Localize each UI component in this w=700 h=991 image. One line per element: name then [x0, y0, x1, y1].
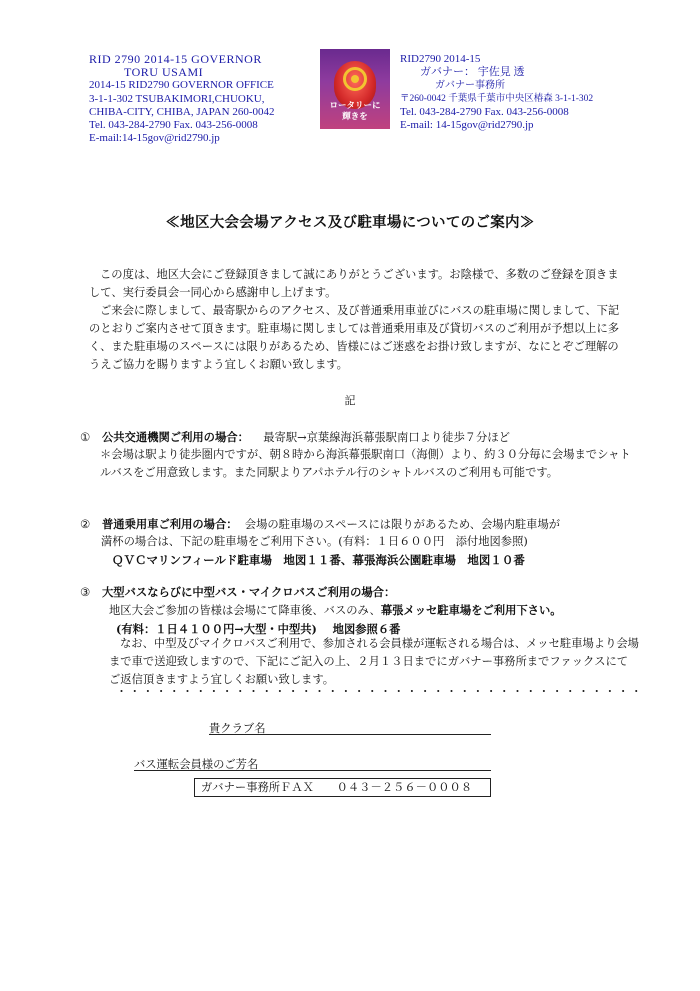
item-bus-map-ref: 地図参照６番 [332, 622, 401, 636]
district-line: RID2790 2014-15 [400, 53, 481, 65]
item-number: ① [80, 431, 91, 444]
phone-fax-jp: Tel. 043-284-2790 Fax. 043-256-0008 [400, 105, 569, 118]
fax-number-box: ガバナー事務所ＦＡＸ ０４３－２５６－０００８ [194, 778, 491, 797]
rotary-wheel-icon [343, 67, 367, 91]
address-line-1: 3-1-1-302 TSUBAKIMORI,CHUOKU, [89, 92, 265, 105]
page-title: ≪地区大会会場アクセス及び駐車場についてのご案内≫ [165, 214, 535, 231]
item-bus [80, 583, 640, 602]
item-public-transport-note: ＊会場は駅より徒歩圏内ですが、朝８時から海浜幕張駅南口（海側）より、約３０分毎に会場までシャトルバスをご用意致します。また同駅よりアパホテル行のシャトルバスのご利用も可能です。 [100, 448, 631, 479]
address-line-2: CHIBA-CITY, CHIBA, JAPAN 260-0042 [89, 105, 275, 118]
governor-name: TORU USAMI [124, 65, 204, 80]
item-bus-parking: 幕張メッセ駐車場をご利用下さい。 [380, 603, 562, 617]
governor-name-jp: ガバナー： 宇佐見 透 [420, 66, 525, 79]
email-line: E-mail:14-15gov@rid2790.jp [89, 132, 220, 145]
logo-text-2: 輝きを [342, 112, 368, 122]
item-number: ③ [80, 586, 91, 599]
ki-heading: 記 [344, 394, 356, 407]
dotted-separator: ・・・・・・・・・・・・・・・・・・・・・・・・・・・・・・・・・・・・・・・・ [116, 685, 644, 698]
item-bus-line-2 [109, 601, 562, 620]
rotary-logo [320, 49, 390, 129]
header-right [400, 53, 593, 132]
item-text: 最寄駅→京葉線海浜幕張駅南口より徒歩７分ほど [263, 431, 510, 444]
item-number: ② [80, 518, 91, 531]
address-jp: 〒260-0042 千葉県千葉市中央区椿森 3-1-1-302 [400, 93, 594, 104]
intro-paragraph-1: この度は、地区大会にご登録頂きまして誠にありがとうございます。お陰様で、多数のご登録を頂きまして、実行委員会一同心から感謝申し上げます。 [89, 268, 619, 299]
club-name-field[interactable] [209, 734, 491, 735]
email-jp: E-mail: 14-15gov@rid2790.jp [400, 119, 534, 132]
item-car-parking-lots: ＱＶＣマリンフィールド駐車場 地図１１番、幕張海浜公園駐車場 地図１０番 [112, 553, 525, 567]
club-name-label: 貴クラブ名 [209, 722, 266, 735]
office-jp: ガバナー事務所 [435, 80, 505, 92]
header-left [89, 53, 275, 145]
item-public-transport [80, 428, 640, 447]
item-heading: 公共交通機関ご利用の場合： [102, 430, 249, 444]
item-text: 会場の駐車場のスペースには限りがあるため、会場内駐車場が [244, 518, 561, 531]
item-bus-fee-text: (有料：１日４１００円→大型・中型共) [116, 622, 317, 636]
item-bus-note: なお、中型及びマイクロバスご利用で、参加される会員様が運転される場合は、メッセ駐車場より会場まで車で送迎致しますので、下記にご記入の上、２月１３日までにガバナー事務所までファックスにてご返信頂きますよう宜しくお願い致します。 [109, 637, 639, 686]
governor-line: RID 2790 2014-15 GOVERNOR [89, 52, 262, 66]
office-line: 2014-15 RID2790 GOVERNOR OFFICE [89, 79, 274, 92]
item-heading: 普通乗用車ご利用の場合： [102, 517, 238, 531]
phone-fax-line: Tel. 043-284-2790 Fax. 043-256-0008 [89, 119, 258, 132]
item-car-line-2: 満杯の場合は、下記の駐車場をご利用下さい。(有料：１日６００円 添付地図参照) [101, 535, 528, 548]
logo-text-1: ロータリーに [329, 101, 381, 111]
item-heading: 大型バスならびに中型バス・マイクロバスご利用の場合： [102, 585, 396, 599]
driver-name-field[interactable] [134, 770, 491, 771]
item-bus-text: 地区大会ご参加の皆様は会場にて降車後、バスのみ、 [109, 604, 381, 617]
item-car [80, 515, 640, 534]
driver-name-label: バス運転会員様のご芳名 [134, 758, 259, 771]
intro-paragraph-2: ご来会に際しまして、最寄駅からのアクセス、及び普通乗用車並びにバスの駐車場に関しまして、下記のとおりご案内させて頂きます。駐車場に関しましては普通乗用車及び貸切バスのご利用が予想以上に多く、また駐車場のスペースには限りがあるため、皆様にはご迷惑をお掛け致しますが、なにとぞご理解のうえご協力を賜りますよう宜しくお願い致します。 [89, 304, 620, 371]
